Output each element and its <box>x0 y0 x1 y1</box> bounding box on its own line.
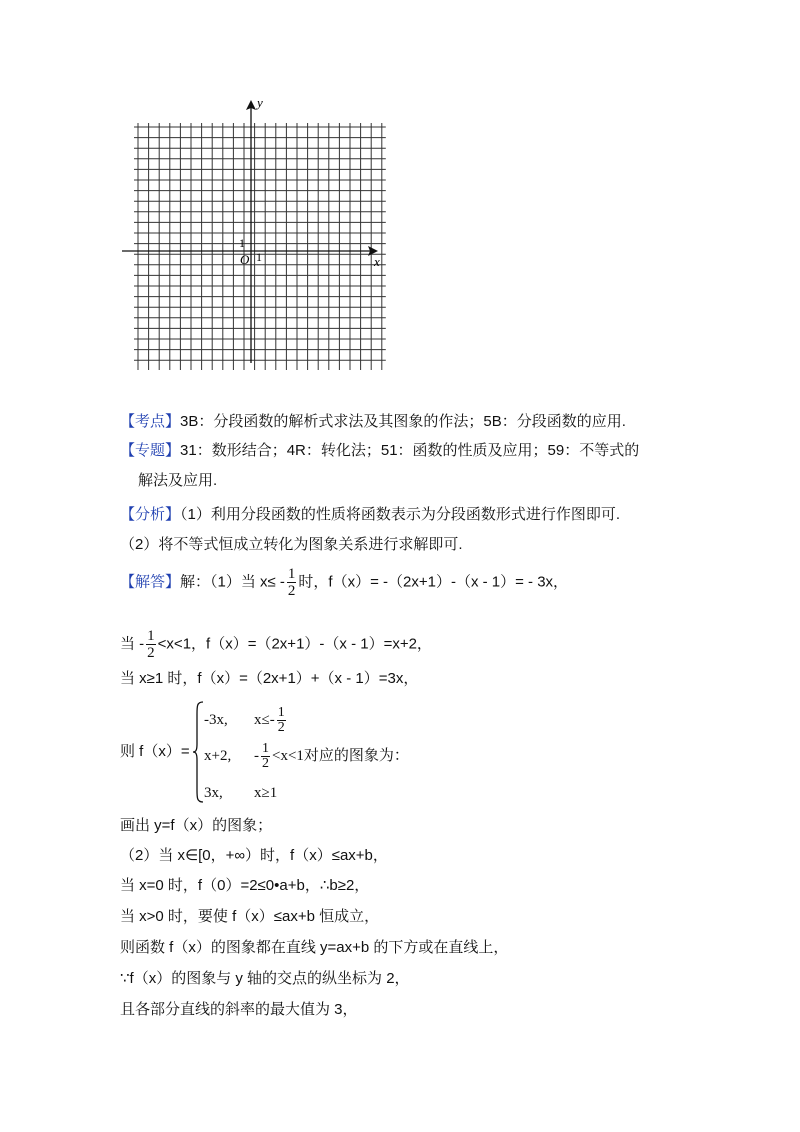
kaodian-text: 3B：分段函数的解析式求法及其图象的作法；5B：分段函数的应用. <box>180 413 626 430</box>
jieda-l10: ∵f（x）的图象与 y 轴的交点的纵坐标为 2， <box>120 970 410 987</box>
jieda-line-2 <box>120 628 432 661</box>
jieda-tag: 【解答】 <box>120 573 181 591</box>
frac-num: 1 <box>147 628 155 644</box>
jieda-line-8 <box>120 907 379 927</box>
jieda-l7: 当 x=0 时，f（0）=2≤0•a+b，∴b≥2， <box>120 877 370 894</box>
fraction-one-half <box>261 742 270 771</box>
piece-2: x+2, - $\frac{1}{2}$ <x<1对应的图象为： <box>204 741 409 771</box>
frac-den: 2 <box>277 720 285 735</box>
jieda-l5: 画出 y=f（x）的图象； <box>120 817 273 834</box>
fraction-one-half <box>287 566 297 599</box>
frac-den: 2 <box>287 583 296 599</box>
piecewise-suffix: 对应的图象为： <box>303 746 409 764</box>
frac-num: 1 <box>262 741 269 756</box>
kaodian-tag: 【考点】 <box>120 413 181 430</box>
piece-3-expr: 3x, <box>204 785 223 801</box>
x-unit-label: 1 <box>256 250 262 264</box>
piecewise-label: 则 f（x）= <box>120 743 190 760</box>
piece-1 <box>204 706 288 735</box>
fenxi-text-1: （1）利用分段函数的性质将函数表示为分段函数形式进行作图即可. <box>180 506 621 523</box>
jieda-line-9 <box>120 938 508 958</box>
jieda-line-5 <box>120 816 272 836</box>
piece-3-cond: x≥1 <box>254 785 278 801</box>
x-axis-label: x <box>374 254 380 269</box>
jieda-l1-b: 时，f（x）= -（2x+1）-（x - 1）= - 3x， <box>298 573 569 591</box>
jieda-line-11 <box>120 1000 358 1020</box>
frac-den: 2 <box>262 756 269 771</box>
y-unit-label: 1 <box>239 236 245 250</box>
fenxi-line-2 <box>120 535 463 555</box>
coordinate-grid <box>120 95 390 370</box>
jieda-line-6 <box>120 846 388 866</box>
piecewise-brace-icon <box>192 700 204 804</box>
jieda-l6: （2）当 x∈[0，+∞）时，f（x）≤ax+b， <box>120 847 388 864</box>
zhuanti-line <box>120 441 639 461</box>
frac-num: 1 <box>287 566 296 582</box>
frac-num: 1 <box>277 705 285 720</box>
zhuanti-tag: 【专题】 <box>120 442 181 459</box>
piece-2-cond: <x<1 <box>272 747 304 764</box>
jieda-l1-a: 解：（1）当 x≤ - <box>180 573 285 591</box>
fenxi-text-2: （2）将不等式恒成立转化为图象关系进行求解即可. <box>120 536 463 553</box>
fenxi-line <box>120 505 620 525</box>
jieda-line-3 <box>120 669 418 689</box>
jieda-l2-b: <x<1，f（x）=（2x+1）-（x - 1）=x+2， <box>157 635 432 653</box>
jieda-l2-a: 当 - <box>120 635 145 653</box>
zhuanti-line-2 <box>138 471 217 491</box>
jieda-l9: 则函数 f（x）的图象都在直线 y=ax+b 的下方或在直线上， <box>120 939 509 956</box>
origin-label: O <box>240 252 250 267</box>
kaodian-line <box>120 412 626 432</box>
frac-den: 2 <box>147 645 155 661</box>
zhuanti-text-2: 解法及应用. <box>138 472 218 489</box>
piece-1-cond: x≤- <box>254 711 275 728</box>
piece-2-expr: x+2, <box>204 747 232 764</box>
y-axis-label: y <box>257 95 263 110</box>
grid-lines <box>134 123 386 370</box>
fraction-one-half <box>277 706 286 735</box>
jieda-line-7 <box>120 876 369 896</box>
fraction-one-half <box>146 628 156 661</box>
piece-1-expr: -3x, <box>204 711 228 728</box>
jieda-l3: 当 x≥1 时，f（x）=（2x+1）+（x - 1）=3x， <box>120 670 419 687</box>
jieda-l8: 当 x>0 时，要使 f（x）≤ax+b 恒成立， <box>120 908 380 925</box>
piecewise-prefix <box>120 742 190 762</box>
jieda-line-10 <box>120 969 410 989</box>
zhuanti-text-1: 31：数形结合；4R：转化法；51：函数的性质及应用；59：不等式的 <box>180 442 640 459</box>
jieda-l11: 且各部分直线的斜率的最大值为 3， <box>120 1001 358 1018</box>
piece-3 <box>204 784 277 802</box>
fenxi-tag: 【分析】 <box>120 506 181 523</box>
jieda-line-1 <box>120 566 568 599</box>
